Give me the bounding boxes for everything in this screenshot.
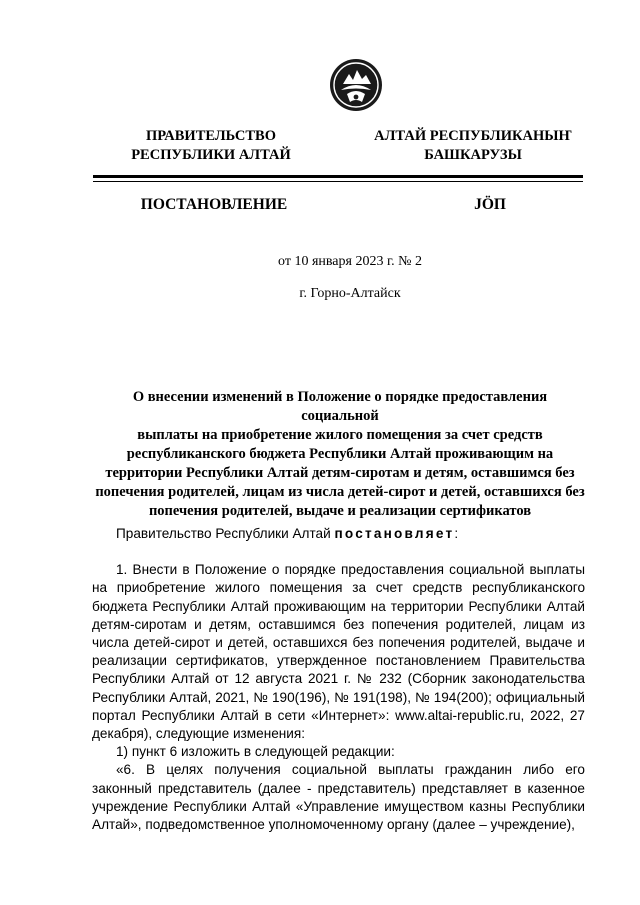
- government-name-ru-line1: ПРАВИТЕЛЬСТВО: [146, 128, 276, 144]
- title-line: О внесении изменений в Положение о порядке предоставления социальной: [132, 389, 548, 424]
- document-title: [95, 388, 585, 521]
- body-paragraph-2: 1) пункт 6 изложить в следующей редакции:: [116, 744, 395, 760]
- document-body: [92, 525, 585, 834]
- document-date: от 10 января 2023 г. № 2: [278, 254, 422, 269]
- body-paragraph-3: «6. В целях получения социальной выплаты гражданин либо его законный представитель (далее - представитель) представляет в казенное учреждение Республики Алтай «Управление имуществом казны Республики Алтай», подведомственное уполномоченному органу (далее – учреждение),: [92, 762, 585, 833]
- intro-prefix: Правительство Республики Алтай: [116, 526, 335, 541]
- government-name-ru-line2: РЕСПУБЛИКИ АЛТАЙ: [131, 147, 291, 163]
- title-line: выплаты на приобретение жилого помещения за счет средств: [137, 427, 543, 443]
- title-line: попечения родителей, лицам из числа детей-сирот и детей, оставшихся без: [95, 484, 585, 500]
- header-divider-thin: [93, 181, 583, 182]
- title-line: территории Республики Алтай детям-сиротам и детям, оставшимся без: [105, 465, 575, 481]
- doc-type-ru: ПОСТАНОВЛЕНИЕ: [140, 196, 288, 213]
- doc-type-alt: JӦП: [474, 196, 506, 213]
- header-divider-thick: [93, 175, 583, 178]
- intro-verb: постановляет: [334, 526, 455, 541]
- document-city: г. Горно-Алтайск: [299, 286, 401, 301]
- title-line: попечения родителей, выдаче и реализации сертификатов: [148, 503, 532, 519]
- intro-paragraph: [92, 525, 585, 543]
- government-name-alt-line1: АЛТАЙ РЕСПУБЛИКАНЫҤ: [374, 128, 572, 144]
- intro-suffix: :: [454, 526, 459, 541]
- body-paragraph-1: 1. Внести в Положение о порядке предоставления социальной выплаты на приобретение жилого помещения за счет средств республиканского бюджета Республики Алтай проживающим на территории Республики Алтай детям-сиротам и детям, оставшимся без попечения родителей, лицам из числа детей-сирот и детей, оставшихся без попечения родителей, выдаче и реализации сертификатов, утвержденное постановлением Правительства Республики Алтай от 12 августа 2021 г. № 232 (Сборник законодательства Республики Алтай, 2021, № 190(196), № 191(198), № 194(200); официальный портал Республики Алтай в сети «Интернет»: www.altai-republic.ru, 2022, 27 декабря), следующие изменения:: [92, 562, 585, 742]
- title-line: республиканского бюджета Республики Алтай проживающим на: [126, 446, 554, 462]
- government-name-alt-line2: БАШКАРУЗЫ: [424, 147, 522, 163]
- government-name-ru: [105, 127, 317, 165]
- republic-altai-coat-of-arms-icon: [329, 58, 383, 112]
- government-name-alt: [368, 127, 578, 165]
